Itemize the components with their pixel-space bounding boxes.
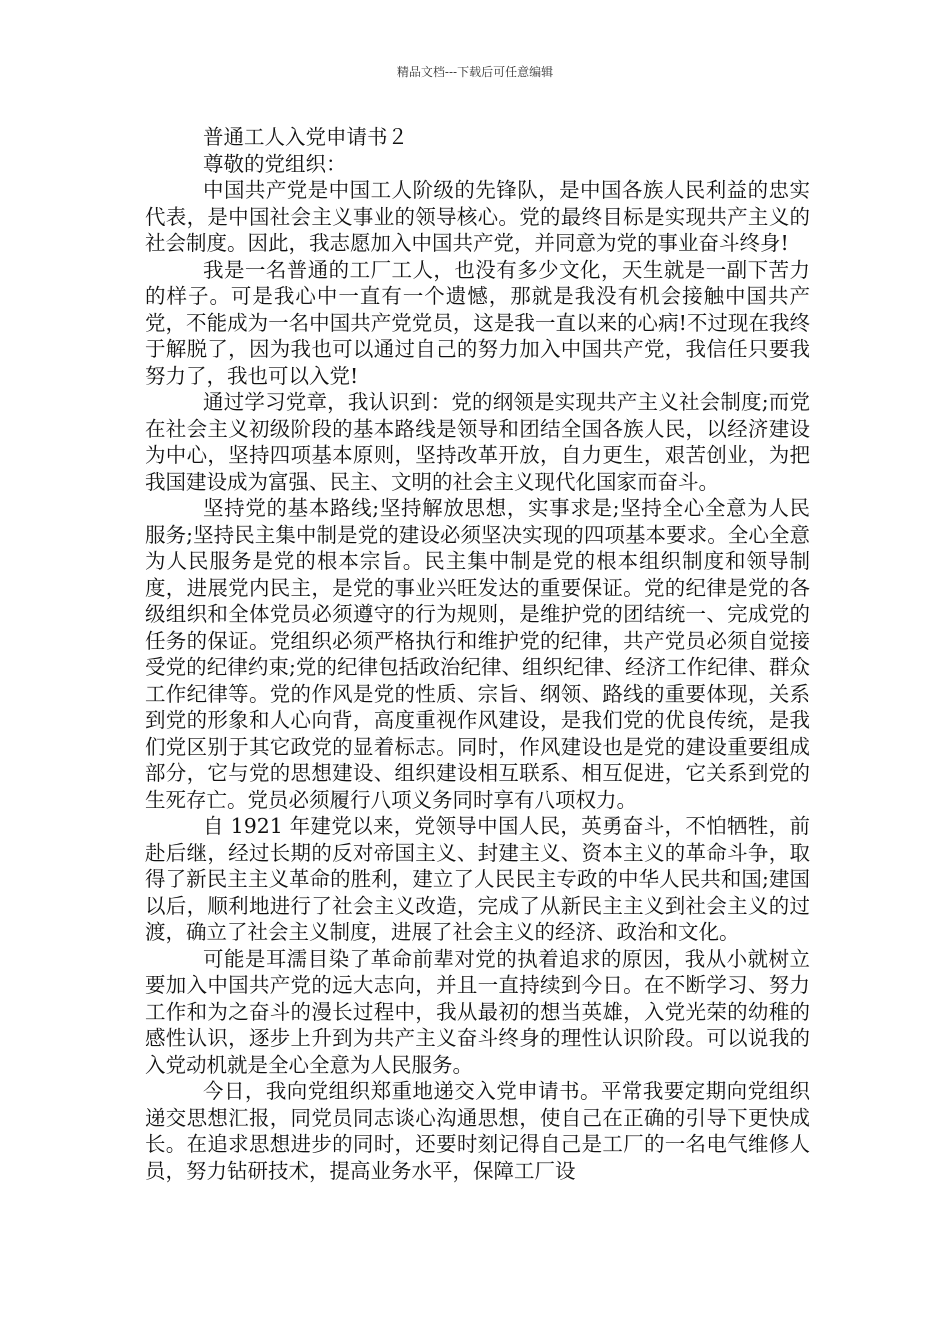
body-paragraph-6: 可能是耳濡目染了革命前辈对党的执着追求的原因，我从小就树立要加入中国共产党的远大志向，并且一直持续到今日。在不断学习、努力工作和为之奋斗的漫长过程中，我从最初的想当英雄，入党光荣的幼稚的感性认识，逐步上升到为共产主义奋斗终身的理性认识阶段。可以说我的入党动机就是全心全意为人民服务。 (145, 946, 810, 1077)
body-paragraph-3: 通过学习党章，我认识到：党的纲领是实现共产主义社会制度;而党在社会主义初级阶段的基本路线是领导和团结全国各族人民，以经济建设为中心，坚持四项基本原则，坚持改革开放，自力更生，艰苦创业，为把我国建设成为富强、民主、文明的社会主义现代化国家而奋斗。 (145, 390, 810, 494)
page-header: 精品文档---下载后可任意编辑 (396, 65, 554, 79)
body-paragraph-2: 我是一名普通的工厂工人，也没有多少文化，天生就是一副下苦力的样子。可是我心中一直有一个遗憾，那就是我没有机会接触中国共产党，不能成为一名中国共产党党员，这是我一直以来的心病!不过现在我终于解脱了，因为我也可以通过自己的努力加入中国共产党，我信任只要我努力了，我也可以入党! (145, 257, 810, 388)
salutation: 尊敬的党组织： (203, 151, 347, 176)
document-title: 普通工人入党申请书２ (203, 125, 408, 149)
body-paragraph-7: 今日，我向党组织郑重地递交入党申请书。平常我要定期向党组织递交思想汇报，同党员同志谈心沟通思想，使自己在正确的引导下更快成长。在追求思想进步的同时，还要时刻记得自己是工厂的一名电气维修人员，努力钻研技术，提高业务水平，保障工厂设 (145, 1079, 810, 1183)
body-paragraph-4: 坚持党的基本路线;坚持解放思想，实事求是;坚持全心全意为人民服务;坚持民主集中制是党的建设必须坚决实现的四项基本要求。全心全意为人民服务是党的根本宗旨。民主集中制是党的根本组织制度和领导制度，进展党内民主，是党的事业兴旺发达的重要保证。党的纪律是党的各级组织和全体党员必须遵守的行为规则，是维护党的团结统一、完成党的任务的保证。党组织必须严格执行和维护党的纪律，共产党员必须自觉接受党的纪律约束;党的纪律包括政治纪律、组织纪律、经济工作纪律、群众工作纪律等。党的作风是党的性质、宗旨、纲领、路线的重要体现，关系到党的形象和人心向背，高度重视作风建设，是我们党的优良传统，是我们党区别于其它政党的显着标志。同时，作风建设也是党的建设重要组成部分，它与党的思想建设、组织建设相互联系、相互促进，它关系到党的生死存亡。党员必须履行八项义务同时享有八项权力。 (145, 496, 810, 812)
body-paragraph-1: 中国共产党是中国工人阶级的先锋队，是中国各族人民利益的忠实代表，是中国社会主义事业的领导核心。党的最终目标是实现共产主义的社会制度。因此，我志愿加入中国共产党，并同意为党的事业奋斗终身! (145, 178, 810, 255)
body-paragraph-5: 自 1921 年建党以来，党领导中国人民，英勇奋斗，不怕牺牲，前赴后继，经过长期的反对帝国主义、封建主义、资本主义的革命斗争，取得了新民主主义革命的胜利，建立了人民民主专政的中华人民共和国;建国以后，顺利地进行了社会主义改造，完成了从新民主主义到社会主义的过渡，确立了社会主义制度，进展了社会主义的经济、政治和文化。 (145, 814, 810, 944)
document-body (145, 124, 810, 1184)
